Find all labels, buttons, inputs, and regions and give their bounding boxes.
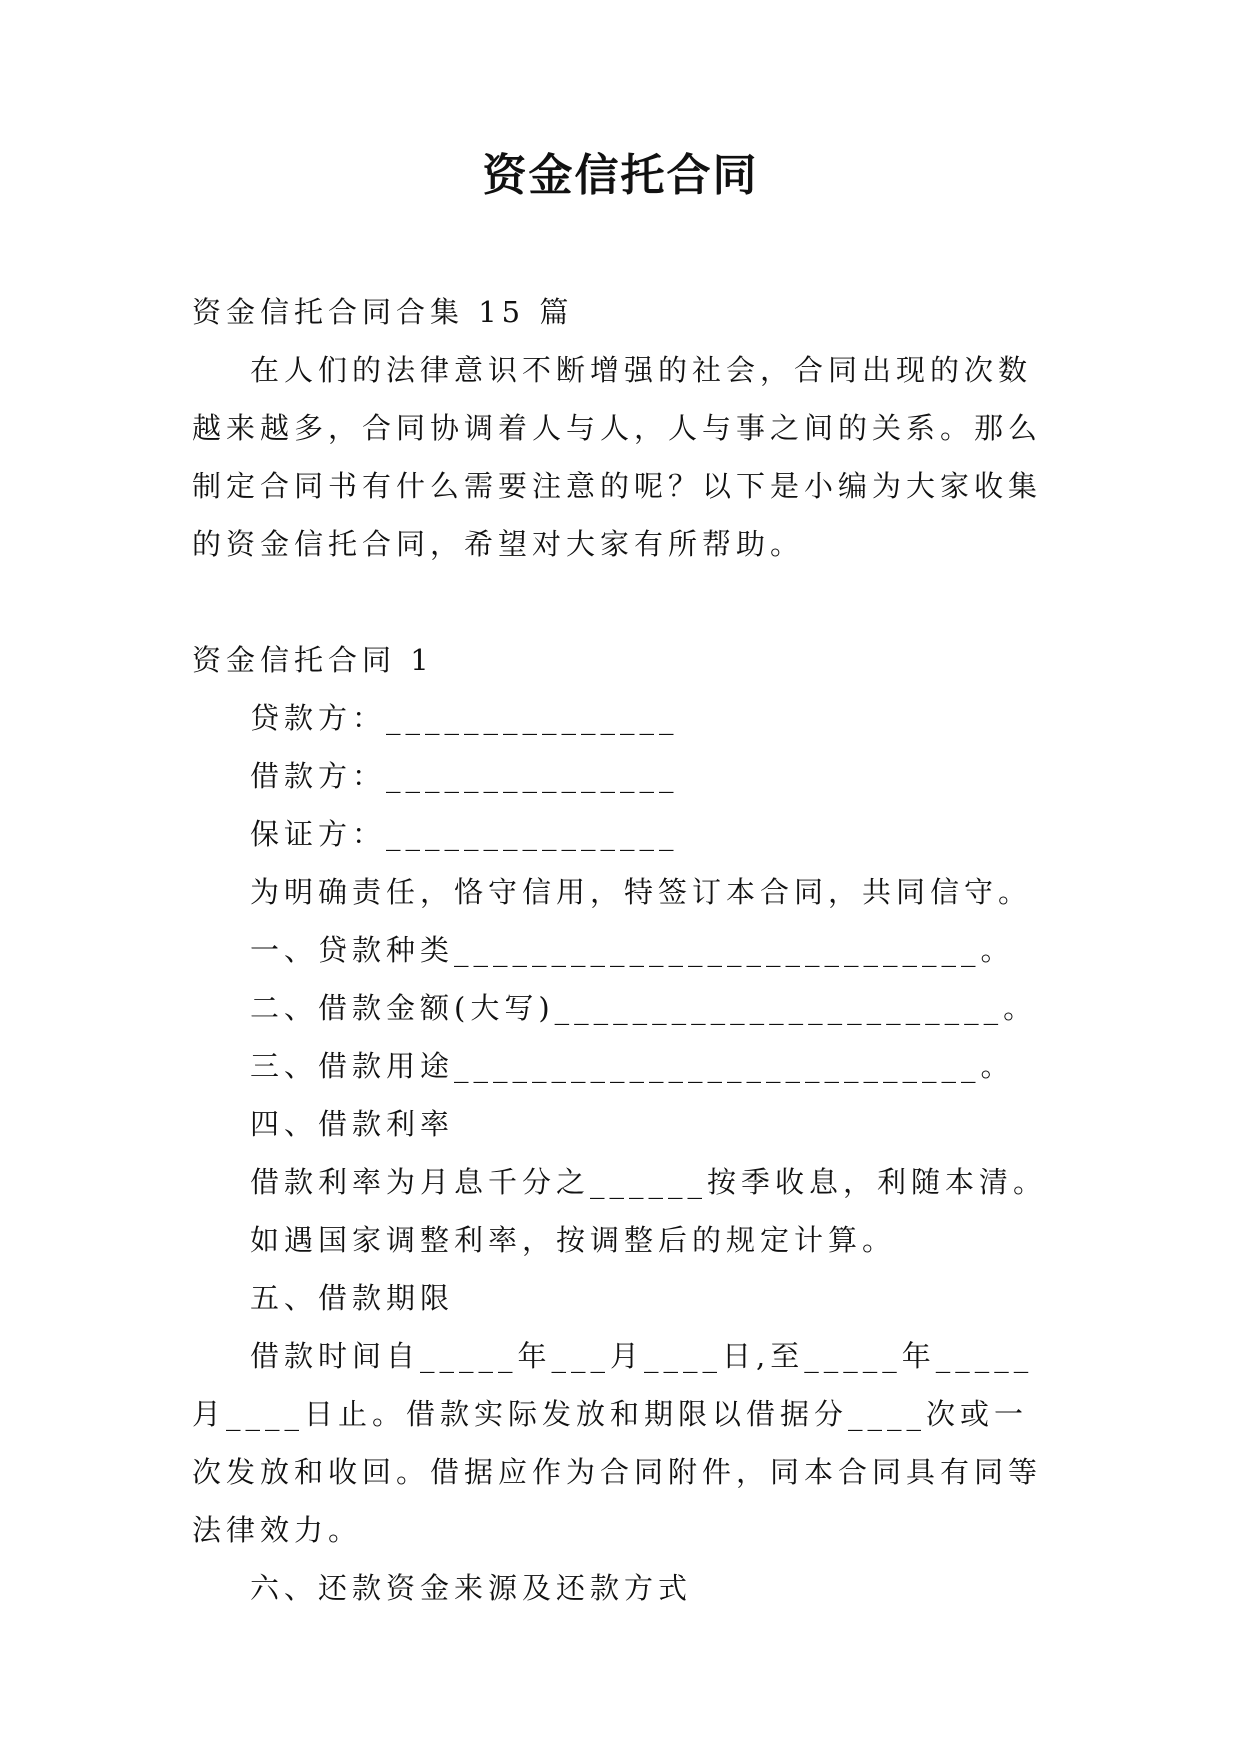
purpose-statement: 为明确责任，恪守信用，特签订本合同，共同信守。 [250,875,1033,909]
clause-term-heading: 五、借款期限 [250,1281,455,1315]
document-body [192,283,1052,1617]
clause-interest-heading: 四、借款利率 [250,1107,455,1141]
document-title: 资金信托合同 [482,150,759,201]
paragraph-spacer [192,573,1052,631]
lender-field: 贷款方：_______________ [250,701,679,735]
intro-paragraph: 在人们的法律意识不断增强的社会，合同出现的次数越来越多，合同协调着人与人，人与事之间的关系。那么制定合同书有什么需要注意的呢？以下是小编为大家收集的资金信托合同，希望对大家有所帮助。 [192,353,1043,561]
guarantor-field: 保证方：_______________ [250,817,679,851]
section-title: 资金信托合同 1 [192,643,434,677]
collection-subtitle: 资金信托合同合集 15 篇 [192,295,574,329]
borrower-field: 借款方：_______________ [250,759,679,793]
clause-interest-adjust: 如遇国家调整利率，按调整后的规定计算。 [250,1223,897,1257]
clause-loan-use: 三、借款用途___________________________。 [250,1049,1015,1083]
clause-loan-amount: 二、借款金额(大写)_______________________。 [250,991,1038,1025]
clause-interest-rate: 借款利率为月息千分之______按季收息，利随本清。 [250,1165,1048,1199]
clause-repayment-heading: 六、还款资金来源及还款方式 [250,1571,693,1605]
clause-loan-type: 一、贷款种类___________________________。 [250,933,1015,967]
clause-term-text: 借款时间自_____年___月____日,至_____年_____月____日止。借款实际发放和期限以借据分____次或一次发放和收回。借据应作为合同附件，同本合同具有同等法律效力。 [192,1339,1043,1547]
